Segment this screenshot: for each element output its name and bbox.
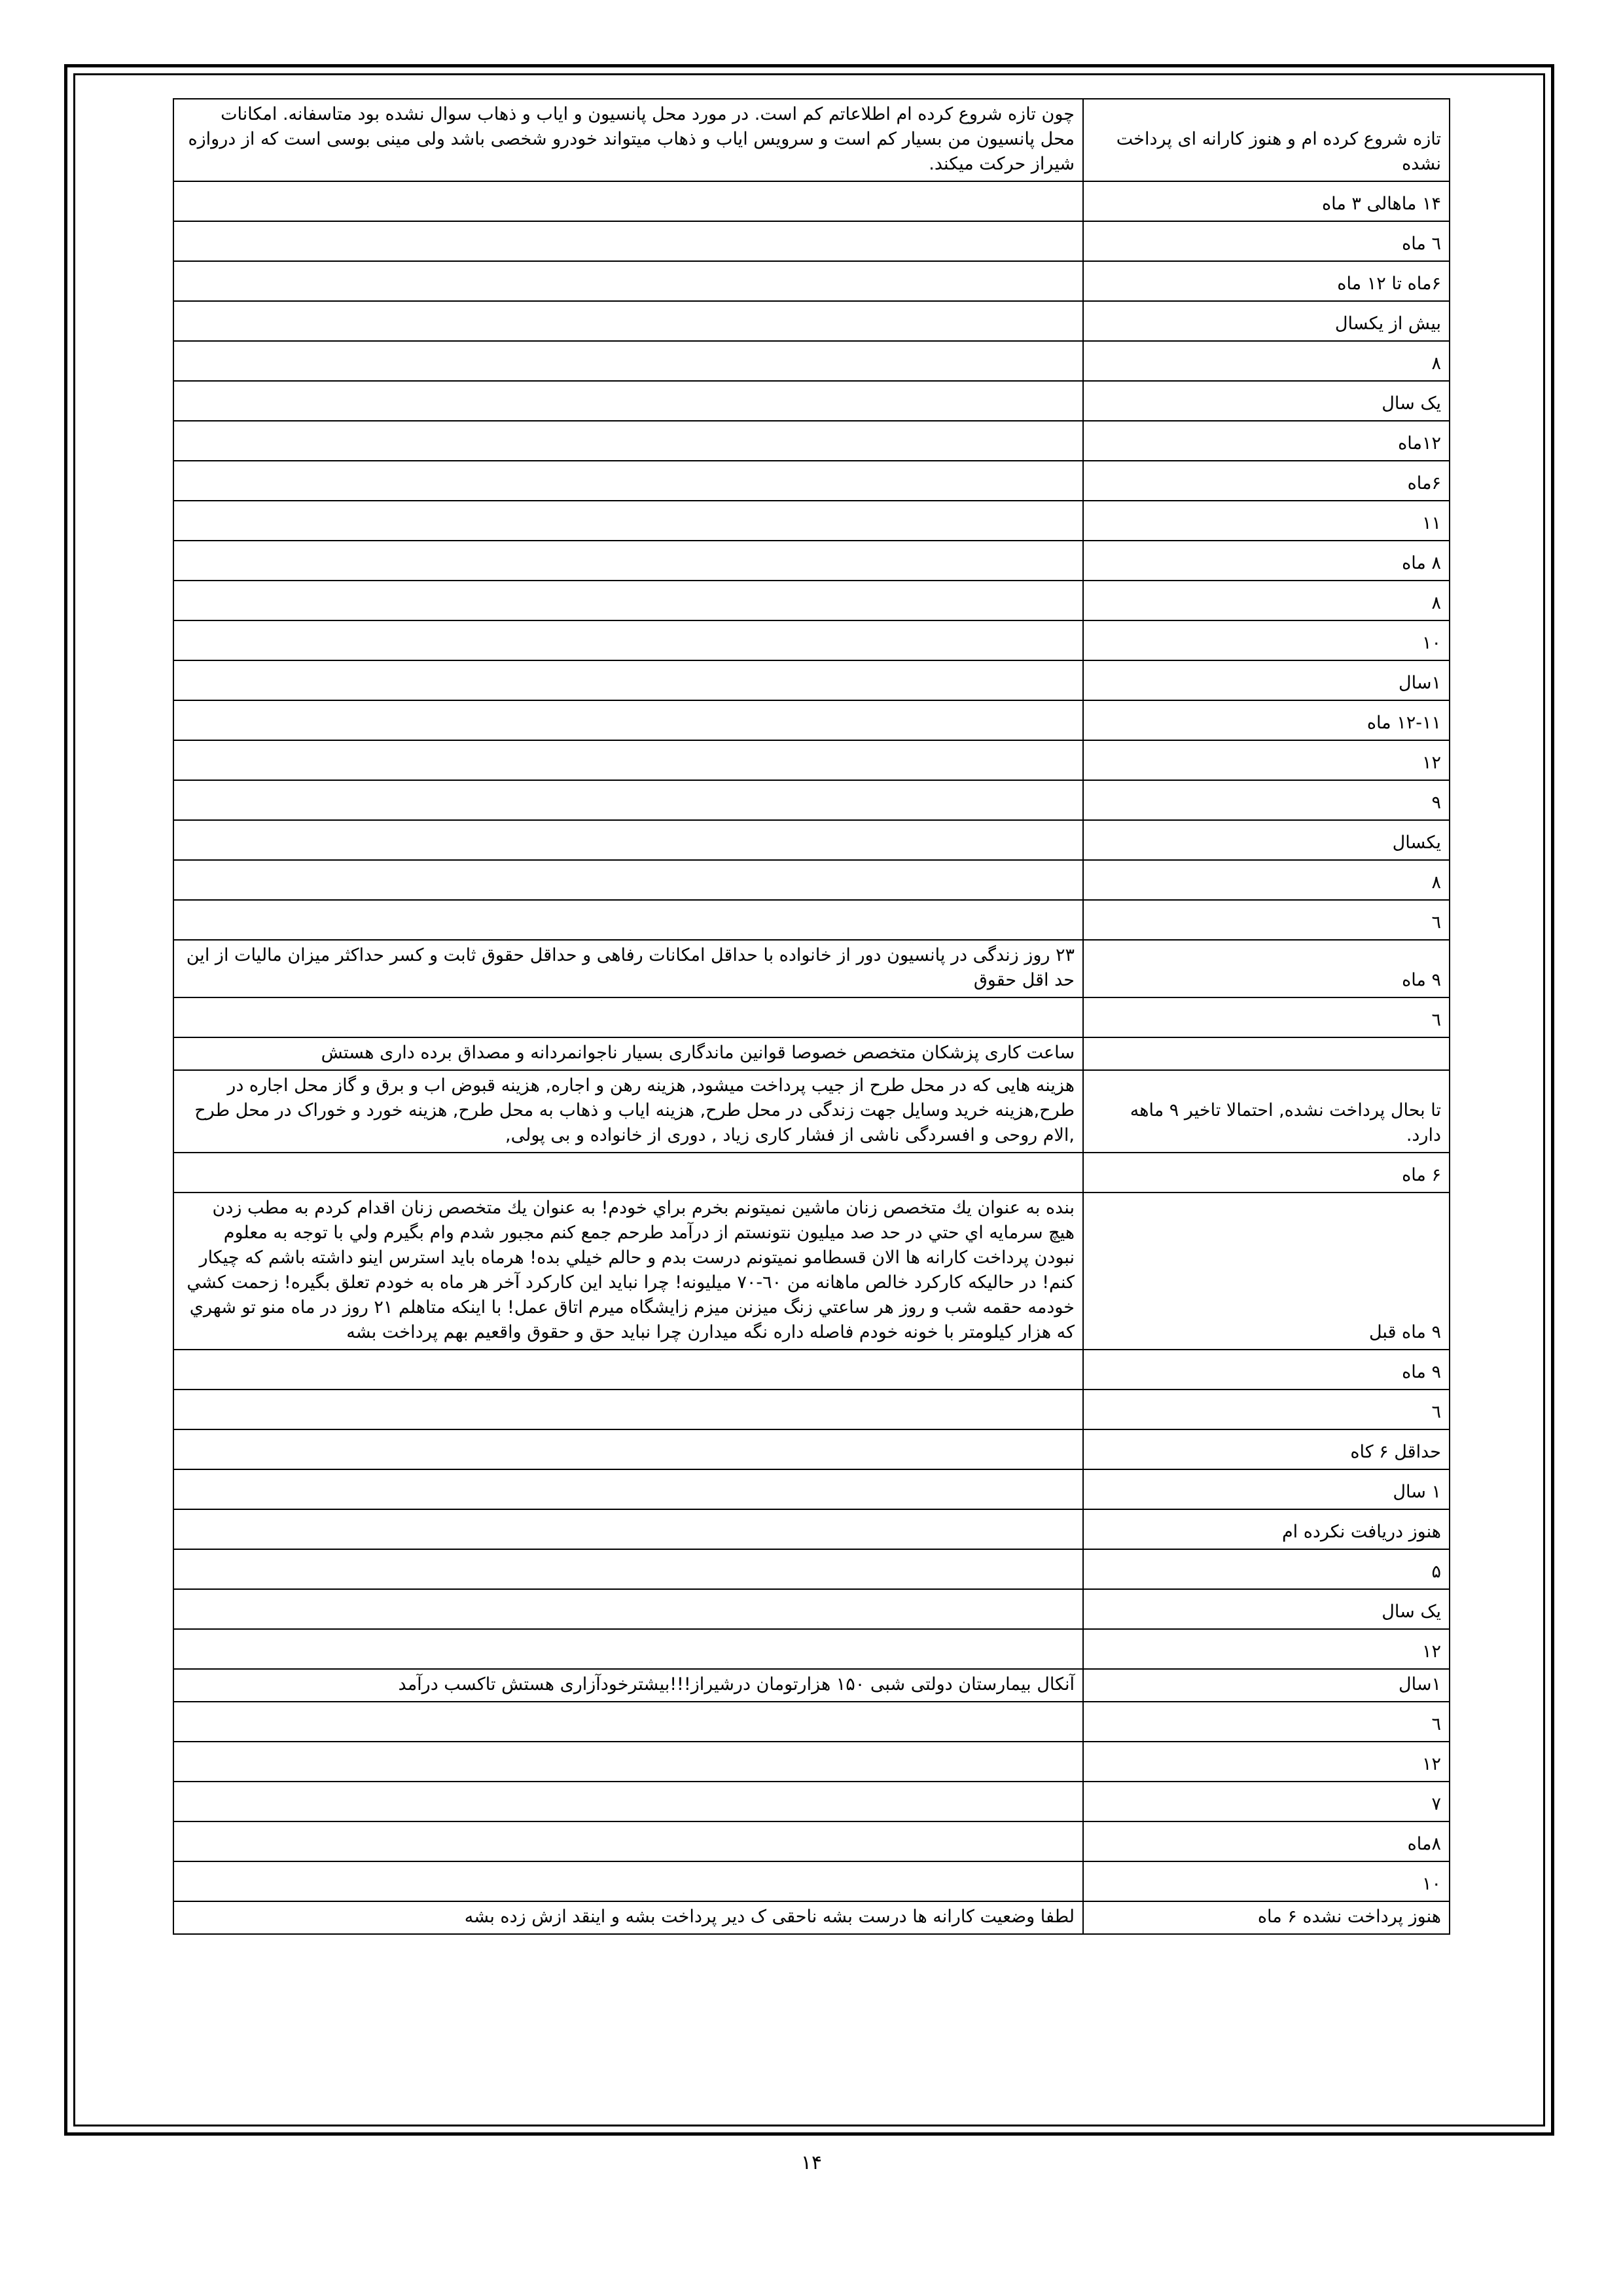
comment-cell bbox=[173, 501, 1083, 541]
table-row bbox=[173, 820, 1450, 860]
duration-cell: ۵ bbox=[1083, 1549, 1450, 1589]
table-row bbox=[173, 221, 1450, 261]
comment-cell: ساعت کاری پزشکان متخصص خصوصا قوانین ماندگاری بسیار ناجوانمردانه و مصداق برده داری هستش bbox=[173, 1037, 1083, 1070]
table-row bbox=[173, 1429, 1450, 1469]
comment-cell bbox=[173, 1509, 1083, 1549]
table-row bbox=[173, 461, 1450, 501]
duration-cell: ۷ bbox=[1083, 1782, 1450, 1821]
comment-cell: آنکال بیمارستان دولتی شبی ۱۵۰ هزارتومان درشیراز!!!بیشترخودآزاری هستش تاکسب درآمد bbox=[173, 1669, 1083, 1702]
table-row bbox=[173, 1669, 1450, 1702]
duration-cell: ۹ bbox=[1083, 780, 1450, 820]
table-row bbox=[173, 660, 1450, 700]
table-row bbox=[173, 1469, 1450, 1509]
table-row bbox=[173, 1390, 1450, 1429]
comment-cell bbox=[173, 1782, 1083, 1821]
duration-cell: یکسال bbox=[1083, 820, 1450, 860]
duration-cell: ۸ ماه bbox=[1083, 541, 1450, 581]
comment-cell bbox=[173, 1350, 1083, 1390]
comment-cell bbox=[173, 780, 1083, 820]
table-row bbox=[173, 1070, 1450, 1153]
duration-cell: ۱۲ bbox=[1083, 1742, 1450, 1782]
table-row bbox=[173, 1901, 1450, 1934]
comment-cell bbox=[173, 1390, 1083, 1429]
duration-cell: ۱۲-۱۱ ماه bbox=[1083, 700, 1450, 740]
table-row bbox=[173, 301, 1450, 341]
duration-cell: یک سال bbox=[1083, 381, 1450, 421]
table-row bbox=[173, 341, 1450, 381]
table-row bbox=[173, 261, 1450, 301]
table-row bbox=[173, 1821, 1450, 1861]
duration-cell: ۱سال bbox=[1083, 660, 1450, 700]
duration-cell: ۱۰ bbox=[1083, 1861, 1450, 1901]
duration-cell: ۱۲ bbox=[1083, 1629, 1450, 1669]
table-row bbox=[173, 1589, 1450, 1629]
comment-cell bbox=[173, 620, 1083, 660]
comment-cell bbox=[173, 860, 1083, 900]
comment-cell bbox=[173, 1549, 1083, 1589]
comment-cell bbox=[173, 1702, 1083, 1742]
duration-cell: ۸ bbox=[1083, 581, 1450, 620]
duration-cell: ۱۱ bbox=[1083, 501, 1450, 541]
table-row bbox=[173, 940, 1450, 997]
duration-cell: ٦ bbox=[1083, 900, 1450, 940]
duration-cell: ۱۲ bbox=[1083, 740, 1450, 780]
table-row bbox=[173, 900, 1450, 940]
duration-cell: بیش از یکسال bbox=[1083, 301, 1450, 341]
comment-cell bbox=[173, 221, 1083, 261]
comment-cell: بنده به عنوان يك متخصص زنان ماشين نميتونم بخرم براي خودم! به عنوان يك متخصص زنان اقدام كردم به مطب زدن هيچ سرمايه اي حتي در حد صد ميليون نتونستم از درآمد طرحم جمع كنم مجبور شدم وام بگيرم ولي با توجه به معلوم نبودن پرداخت كارانه ها الان قسطامو نميتونم درست بدم و حالم خيلي بده! هرماه بايد استرس اينو داشته باشم كه چيكار كنم! در حاليكه كاركرد خالص ماهانه من ٦٠-٧٠ ميليونه! چرا نبايد اين كاركرد آخر هر ماه به خودم تعلق بگيره! زحمت كشي خودمه حقمه شب و روز هر ساعتي زنگ ميزنن ميزم زايشگاه ميرم اتاق عمل! با اينكه متاهلم ۲۱ روز در ماه منو تو شهري كه هزار كيلومتر با خونه خودم فاصله داره نگه ميدارن چرا نبايد حق و حقوق واقعيم بهم پرداخت بشه bbox=[173, 1193, 1083, 1350]
comment-cell bbox=[173, 341, 1083, 381]
table-row bbox=[173, 1702, 1450, 1742]
duration-cell: ٦ bbox=[1083, 997, 1450, 1037]
table-row bbox=[173, 620, 1450, 660]
comment-cell bbox=[173, 1629, 1083, 1669]
comment-cell bbox=[173, 581, 1083, 620]
comment-cell bbox=[173, 181, 1083, 221]
comment-cell bbox=[173, 261, 1083, 301]
table-row bbox=[173, 1153, 1450, 1193]
duration-cell: ۸ bbox=[1083, 860, 1450, 900]
table-row bbox=[173, 997, 1450, 1037]
duration-cell: ۹ ماه bbox=[1083, 940, 1450, 997]
responses-table bbox=[173, 98, 1450, 1935]
comment-cell bbox=[173, 997, 1083, 1037]
table-row bbox=[173, 181, 1450, 221]
table-row bbox=[173, 1350, 1450, 1390]
table-row bbox=[173, 421, 1450, 461]
table-row bbox=[173, 99, 1450, 181]
table-row bbox=[173, 1629, 1450, 1669]
table-row bbox=[173, 740, 1450, 780]
comment-cell: لطفا وضعیت کارانه ها درست بشه ناحقی ک دیر پرداخت بشه و اینقد ازش زده بشه bbox=[173, 1901, 1083, 1934]
table-row bbox=[173, 381, 1450, 421]
table-row bbox=[173, 1782, 1450, 1821]
comment-cell bbox=[173, 740, 1083, 780]
table-row bbox=[173, 860, 1450, 900]
comment-cell bbox=[173, 381, 1083, 421]
duration-cell: حداقل ۶ کاه bbox=[1083, 1429, 1450, 1469]
duration-cell: تا بحال پرداخت نشده, احتمالا تاخیر ۹ ماهه دارد. bbox=[1083, 1070, 1450, 1153]
comment-cell bbox=[173, 1469, 1083, 1509]
table-row bbox=[173, 1742, 1450, 1782]
comment-cell bbox=[173, 1742, 1083, 1782]
table-row bbox=[173, 501, 1450, 541]
comment-cell bbox=[173, 541, 1083, 581]
duration-cell: ۱ سال bbox=[1083, 1469, 1450, 1509]
duration-cell: ۱سال bbox=[1083, 1669, 1450, 1702]
comment-cell bbox=[173, 1861, 1083, 1901]
duration-cell: ۸ bbox=[1083, 341, 1450, 381]
responses-table-body bbox=[173, 99, 1450, 1934]
duration-cell: تازه شروع کرده ام و هنوز کارانه ای پرداخت نشده bbox=[1083, 99, 1450, 181]
page-number: ۱۴ bbox=[800, 2151, 823, 2174]
duration-cell: ٦ bbox=[1083, 1390, 1450, 1429]
duration-cell: ٦ ماه bbox=[1083, 221, 1450, 261]
duration-cell: ۶ ماه bbox=[1083, 1153, 1450, 1193]
comment-cell bbox=[173, 1153, 1083, 1193]
comment-cell: چون تازه شروع کرده ام اطلاعاتم کم است. در مورد محل پانسیون و ایاب و ذهاب سوال نشده بود متاسفانه. امکانات محل پانسیون من بسیار کم است و سرویس ایاب و ذهاب میتواند خودرو شخصی باشد ولی مینی بوسی است که از دروازه شیراز حرکت میکند. bbox=[173, 99, 1083, 181]
comment-cell bbox=[173, 461, 1083, 501]
duration-cell: هنوز پرداخت نشده ۶ ماه bbox=[1083, 1901, 1450, 1934]
comment-cell: هزینه هایی که در محل طرح از جیب پرداخت میشود, هزینه رهن و اجاره, هزینه قبوض اب و برق و گاز محل اجاره در طرح,هزینه خرید وسایل جهت زندگی در محل طرح, هزینه ایاب و ذهاب به محل طرح, هزینه خورد و خوراک در محل طرح ,الام روحی و افسردگی ناشی از فشار کاری زیاد , دوری از خانواده و بی پولی, bbox=[173, 1070, 1083, 1153]
duration-cell: ۶ماه تا ۱۲ ماه bbox=[1083, 261, 1450, 301]
duration-cell: ۹ ماه bbox=[1083, 1350, 1450, 1390]
table-row bbox=[173, 1861, 1450, 1901]
duration-cell: یک سال bbox=[1083, 1589, 1450, 1629]
comment-cell bbox=[173, 1589, 1083, 1629]
table-row bbox=[173, 581, 1450, 620]
comment-cell bbox=[173, 301, 1083, 341]
table-row bbox=[173, 780, 1450, 820]
duration-cell: ۱۴ ماهالی ۳ ماه bbox=[1083, 181, 1450, 221]
comment-cell bbox=[173, 660, 1083, 700]
duration-cell: ۱۰ bbox=[1083, 620, 1450, 660]
duration-cell: هنوز دریافت نکرده ام bbox=[1083, 1509, 1450, 1549]
table-row bbox=[173, 1509, 1450, 1549]
comment-cell bbox=[173, 1821, 1083, 1861]
duration-cell: ۹ ماه قبل bbox=[1083, 1193, 1450, 1350]
duration-cell: ۱۲ماه bbox=[1083, 421, 1450, 461]
table-row bbox=[173, 1549, 1450, 1589]
table-row bbox=[173, 1037, 1450, 1070]
table-row bbox=[173, 700, 1450, 740]
duration-cell bbox=[1083, 1037, 1450, 1070]
duration-cell: ٦ bbox=[1083, 1702, 1450, 1742]
table-row bbox=[173, 541, 1450, 581]
comment-cell bbox=[173, 900, 1083, 940]
comment-cell bbox=[173, 700, 1083, 740]
duration-cell: ۸ماه bbox=[1083, 1821, 1450, 1861]
comment-cell bbox=[173, 820, 1083, 860]
duration-cell: ۶ماه bbox=[1083, 461, 1450, 501]
comment-cell bbox=[173, 1429, 1083, 1469]
table-row bbox=[173, 1193, 1450, 1350]
comment-cell bbox=[173, 421, 1083, 461]
comment-cell: ۲۳ روز زندگی در پانسیون دور از خانواده با حداقل امکانات رفاهی و حداقل حقوق ثابت و کسر حداکثر میزان مالیات از این حد اقل حقوق bbox=[173, 940, 1083, 997]
